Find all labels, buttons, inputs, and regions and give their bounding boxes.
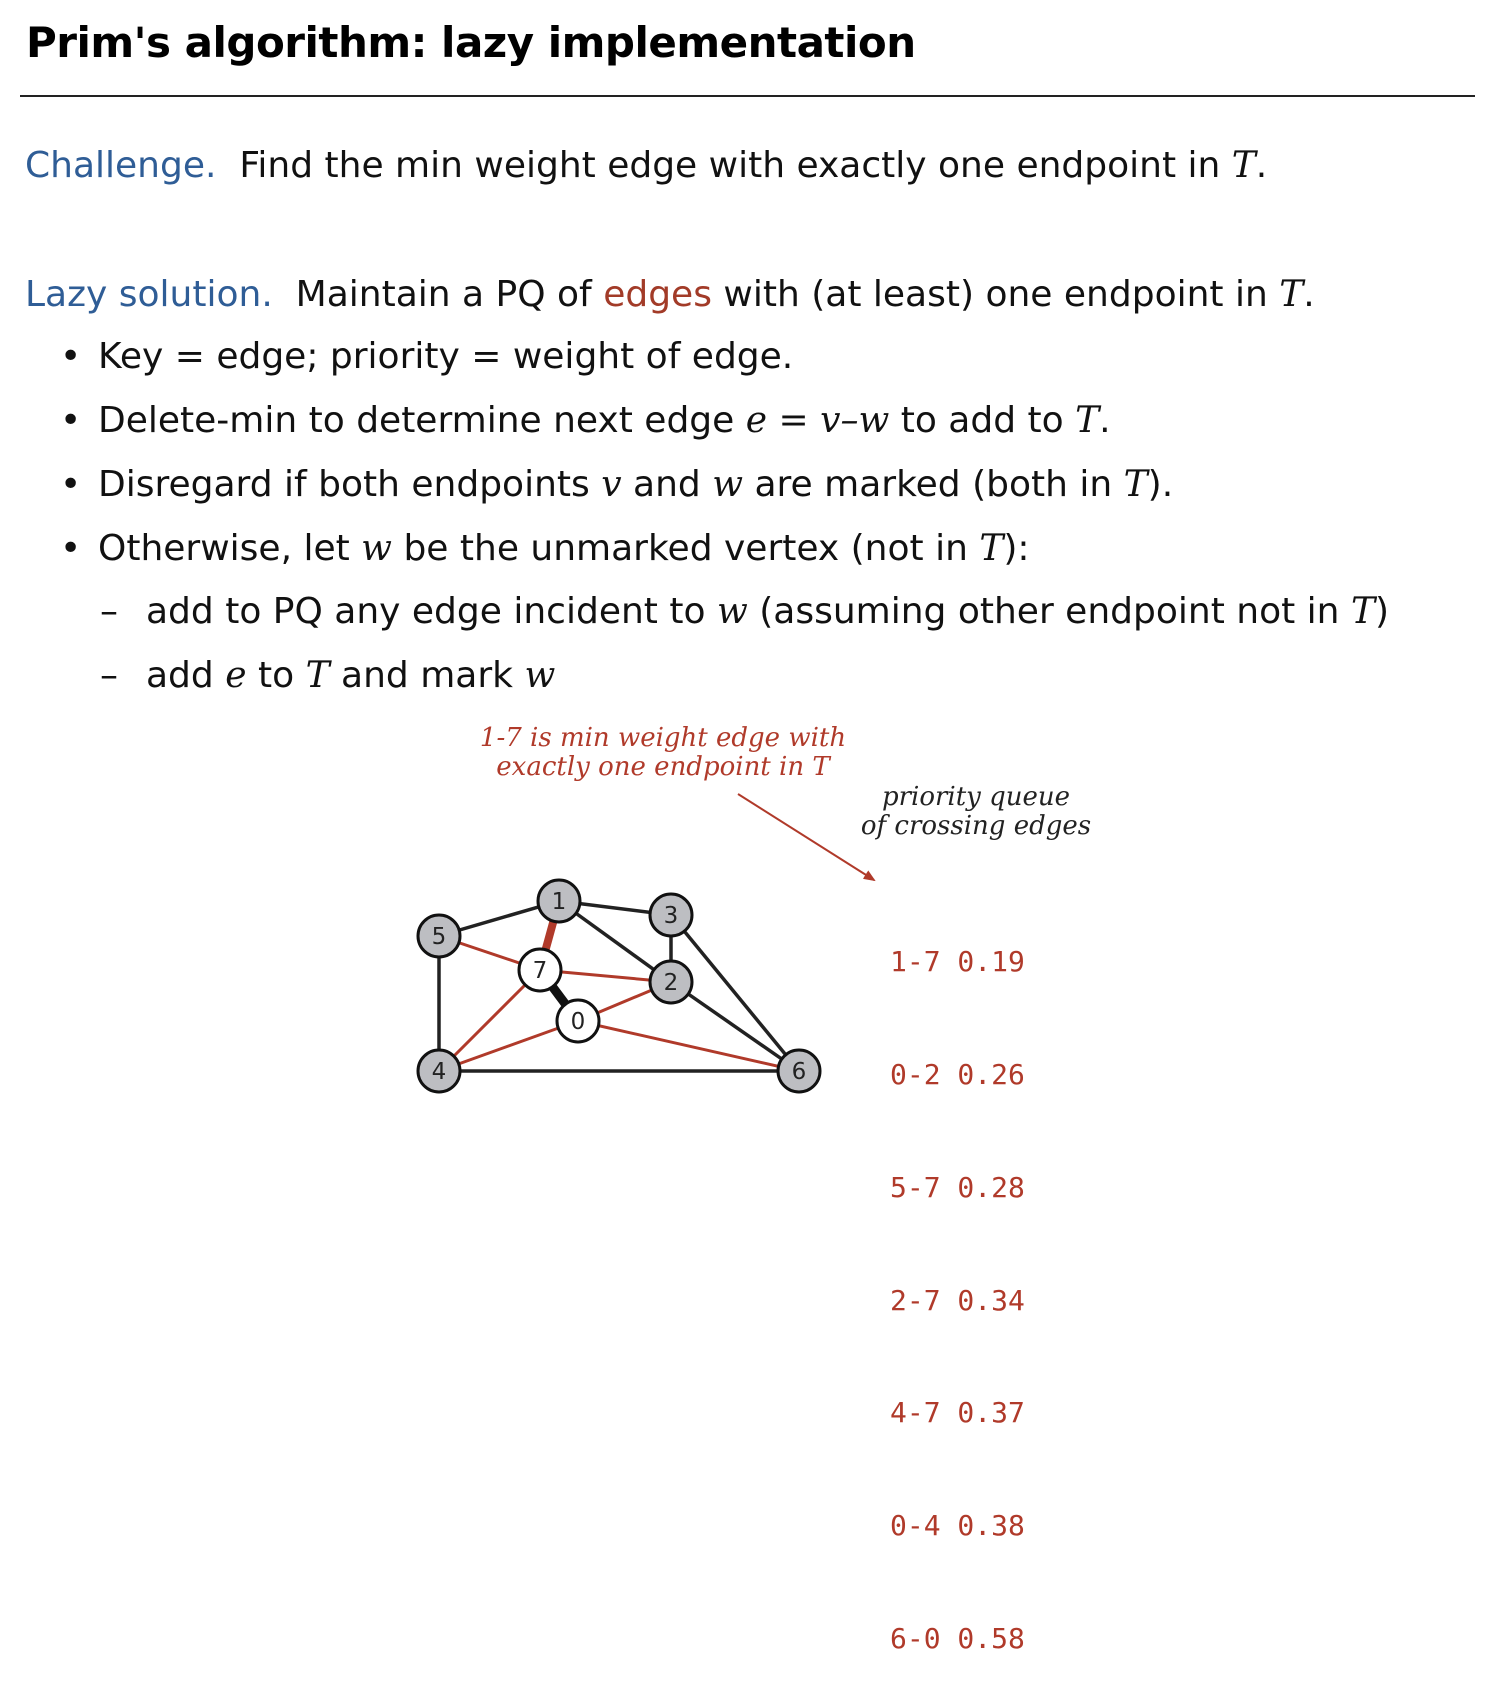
pq-entry: 4-7 0.37 — [890, 1396, 1025, 1430]
graph-vertex-5 — [418, 915, 460, 957]
graph-vertex-6 — [778, 1050, 820, 1092]
annotation-arrow — [738, 794, 874, 880]
bullet-dot: • — [60, 528, 82, 569]
subbullet-e: e — [225, 655, 247, 696]
bullet-end: ): — [1003, 528, 1030, 569]
subbullet-text: and mark — [341, 655, 513, 696]
subbullet-text: add to PQ any edge incident to — [146, 591, 706, 632]
bullet-w: w — [361, 528, 392, 569]
subbullet-w: w — [716, 591, 748, 632]
graph-vertex-7 — [519, 949, 561, 991]
vertex-label: 6 — [791, 1059, 807, 1085]
pq-entry: 2-7 0.34 — [890, 1283, 1025, 1317]
vertex-label: 0 — [570, 1009, 586, 1035]
graph-edges — [439, 901, 799, 1071]
lazy-edges-word: edges — [603, 274, 712, 315]
subbullet-text: (assuming other endpoint not in — [759, 591, 1340, 632]
pq-caption-line-2: of crossing edges — [860, 811, 1092, 841]
slide-title: Prim's algorithm: lazy implementation — [26, 18, 916, 67]
bullet-text: Delete-min to determine next edge — [98, 400, 735, 441]
graph-vertices — [418, 880, 820, 1092]
lazy-text-b: with (at least) one endpoint in — [723, 274, 1268, 315]
subbullet-text: add — [146, 655, 214, 696]
vertex-label: 4 — [431, 1059, 447, 1085]
pq-entry: 0-2 0.26 — [890, 1057, 1025, 1091]
bullet-T: T — [1123, 464, 1148, 505]
subbullet-T: T — [305, 655, 330, 696]
lazy-end: . — [1303, 274, 1315, 315]
challenge-text: Find the min weight edge with exactly one endpoint in — [239, 145, 1221, 186]
bullet-v: v — [601, 464, 622, 505]
vertex-label: 3 — [663, 903, 679, 929]
subbullet-text: to — [257, 655, 295, 696]
bullet-math-edge: e = v–w — [745, 400, 890, 441]
bullet-text: Disregard if both endpoints — [98, 464, 590, 505]
bullet-end: . — [1099, 400, 1111, 441]
bullet-text: are marked (both in — [754, 464, 1113, 505]
vertex-label: 2 — [663, 970, 679, 996]
bullet-dot: • — [60, 336, 82, 377]
pq-entry: 1-7 0.19 — [890, 945, 1025, 979]
bullet-text: Key = edge; priority = weight of edge. — [98, 336, 794, 377]
graph-vertex-4 — [418, 1050, 460, 1092]
pq-entry: 6-0 0.58 — [890, 1621, 1025, 1655]
graph-vertex-3 — [650, 894, 692, 936]
bullet-w: w — [712, 464, 744, 505]
dash-marker: – — [100, 655, 118, 696]
annotation-line-1: 1-7 is min weight edge with — [479, 723, 847, 753]
bullet-dot: • — [60, 400, 82, 441]
bullet-dot: • — [60, 464, 82, 505]
bullet-T: T — [979, 528, 1004, 569]
lazy-lead: Lazy solution. — [25, 274, 273, 315]
pq-caption-line-1: priority queue — [881, 782, 1071, 812]
subbullet-w: w — [524, 655, 556, 696]
challenge-T: T — [1231, 145, 1256, 186]
challenge-end: . — [1255, 145, 1268, 186]
vertex-label: 1 — [551, 889, 567, 915]
bullet-T: T — [1075, 400, 1100, 441]
bullet-text: and — [633, 464, 701, 505]
pq-entry: 5-7 0.28 — [890, 1170, 1025, 1204]
dash-marker: – — [100, 591, 118, 632]
lazy-T: T — [1279, 274, 1304, 315]
challenge-lead: Challenge. — [25, 145, 217, 186]
subbullet-T: T — [1350, 591, 1375, 632]
graph-vertex-1 — [538, 880, 580, 922]
annotation-line-2: exactly one endpoint in T — [496, 752, 830, 782]
bullet-end: ). — [1147, 464, 1174, 505]
lazy-text-a: Maintain a PQ of — [295, 274, 592, 315]
pq-entry: 0-4 0.38 — [890, 1509, 1025, 1543]
vertex-label: 7 — [532, 958, 548, 984]
subbullet-end: ) — [1374, 591, 1389, 632]
graph-vertex-2 — [650, 961, 692, 1003]
vertex-label: 5 — [431, 924, 447, 950]
graph-vertex-0 — [557, 1000, 599, 1042]
bullet-text: Otherwise, let — [98, 528, 350, 569]
bullet-text: be the unmarked vertex (not in — [403, 528, 968, 569]
bullet-text: to add to — [900, 400, 1064, 441]
